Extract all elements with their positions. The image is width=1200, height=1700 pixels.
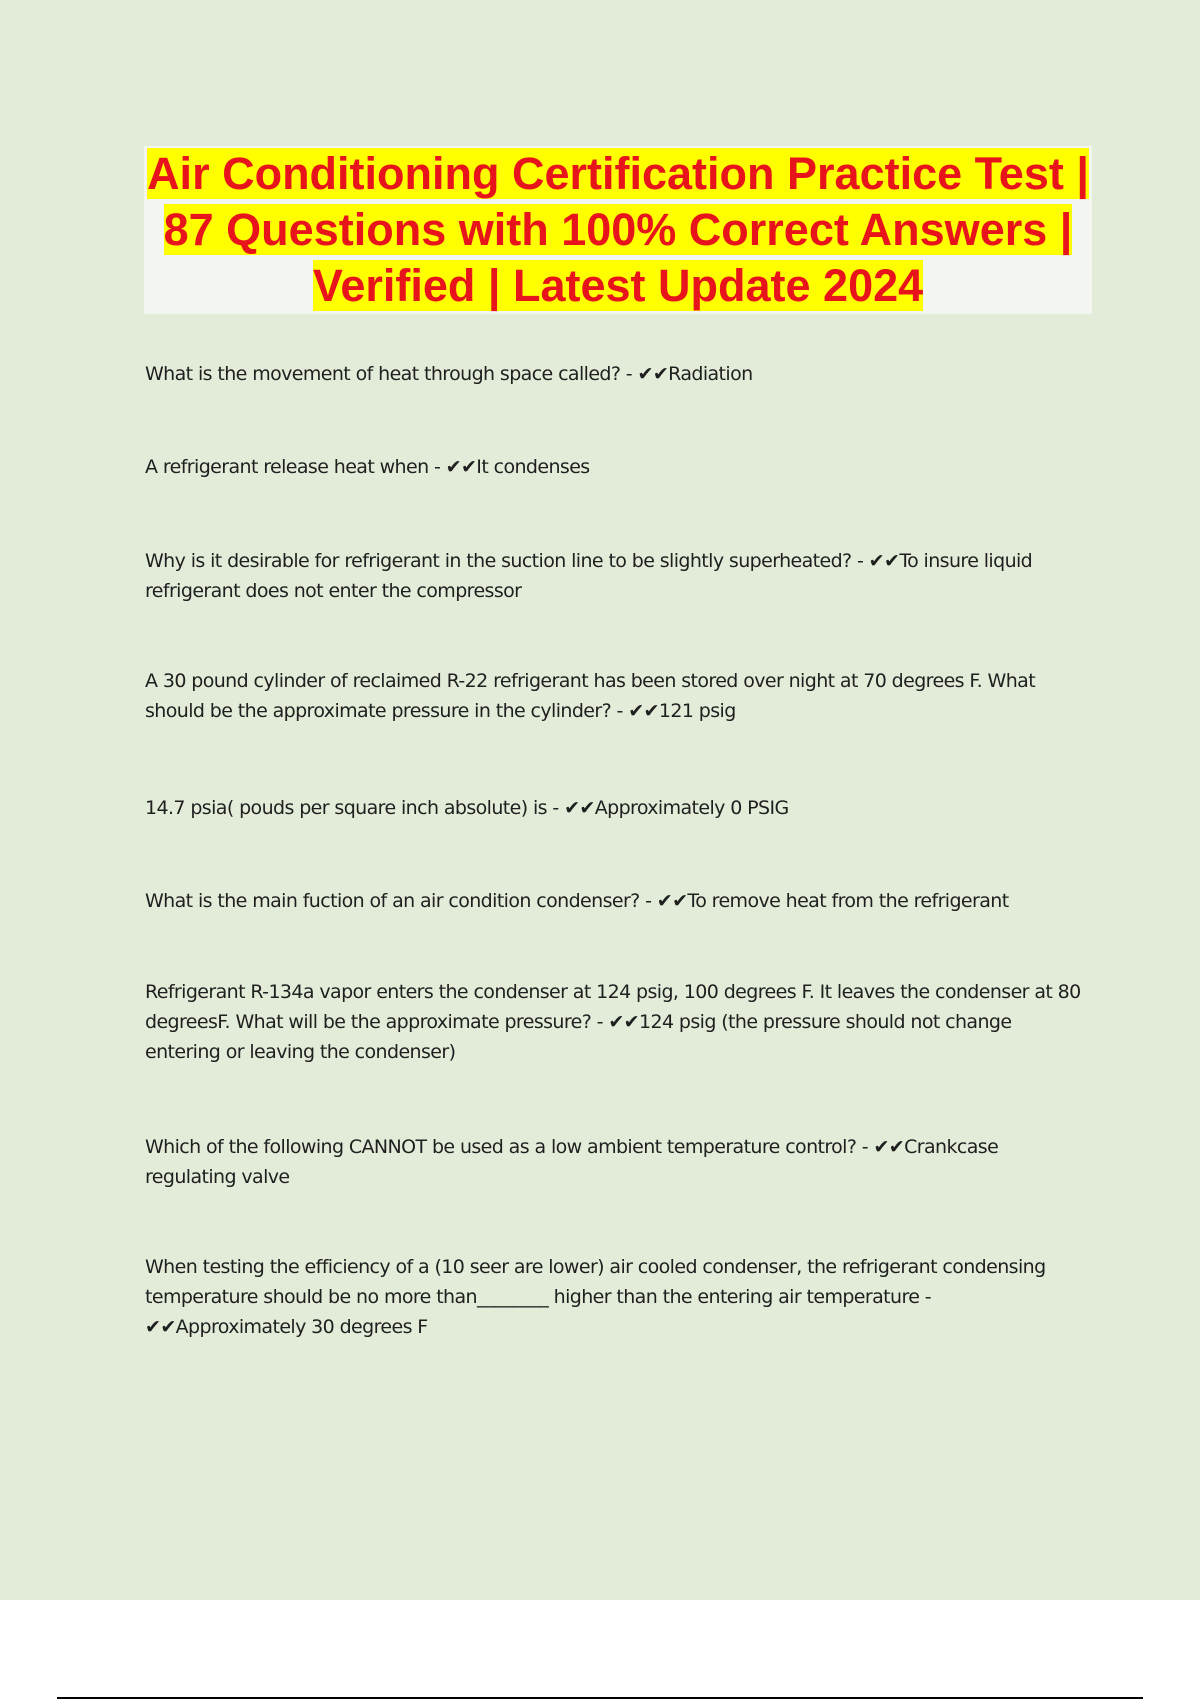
qa-item: A 30 pound cylinder of reclaimed R-22 refrigerant has been stored over night at 70 degrees F. What should be the approximate pressure in the cylinder? - ✔✔121 psig — [145, 670, 1036, 722]
qa-item: Which of the following CANNOT be used as a low ambient temperature control? - ✔✔Crankcase regulating valve — [145, 1136, 999, 1188]
footer-divider — [57, 1697, 1143, 1699]
qa-item: A refrigerant release heat when - ✔✔It condenses — [145, 456, 590, 478]
qa-item: When testing the efficiency of a (10 seer are lower) air cooled condenser, the refrigerant condensing temperature should be no more than________ higher than the entering air temperature - ✔✔Approximately 30 degrees F — [145, 1256, 1046, 1338]
qa-item: Refrigerant R-134a vapor enters the condenser at 124 psig, 100 degrees F. It leaves the condenser at 80 degreesF. What will be the approximate pressure? - ✔✔124 psig (the pressure should not change entering or leaving the condenser) — [145, 981, 1081, 1063]
document-title — [144, 146, 1092, 314]
qa-item: What is the movement of heat through space called? - ✔✔Radiation — [145, 363, 753, 385]
qa-item: Why is it desirable for refrigerant in the suction line to be slightly superheated? - ✔✔To insure liquid refrigerant does not enter the compressor — [145, 550, 1033, 602]
title-text: Air Conditioning Certification Practice Test | 87 Questions with 100% Correct Answers | Verified | Latest Update 2024 — [147, 148, 1089, 311]
qa-item: What is the main fuction of an air condition condenser? - ✔✔To remove heat from the refrigerant — [145, 890, 1009, 912]
title-banner — [144, 146, 1092, 314]
qa-item: 14.7 psia( pouds per square inch absolute) is - ✔✔Approximately 0 PSIG — [145, 797, 789, 819]
